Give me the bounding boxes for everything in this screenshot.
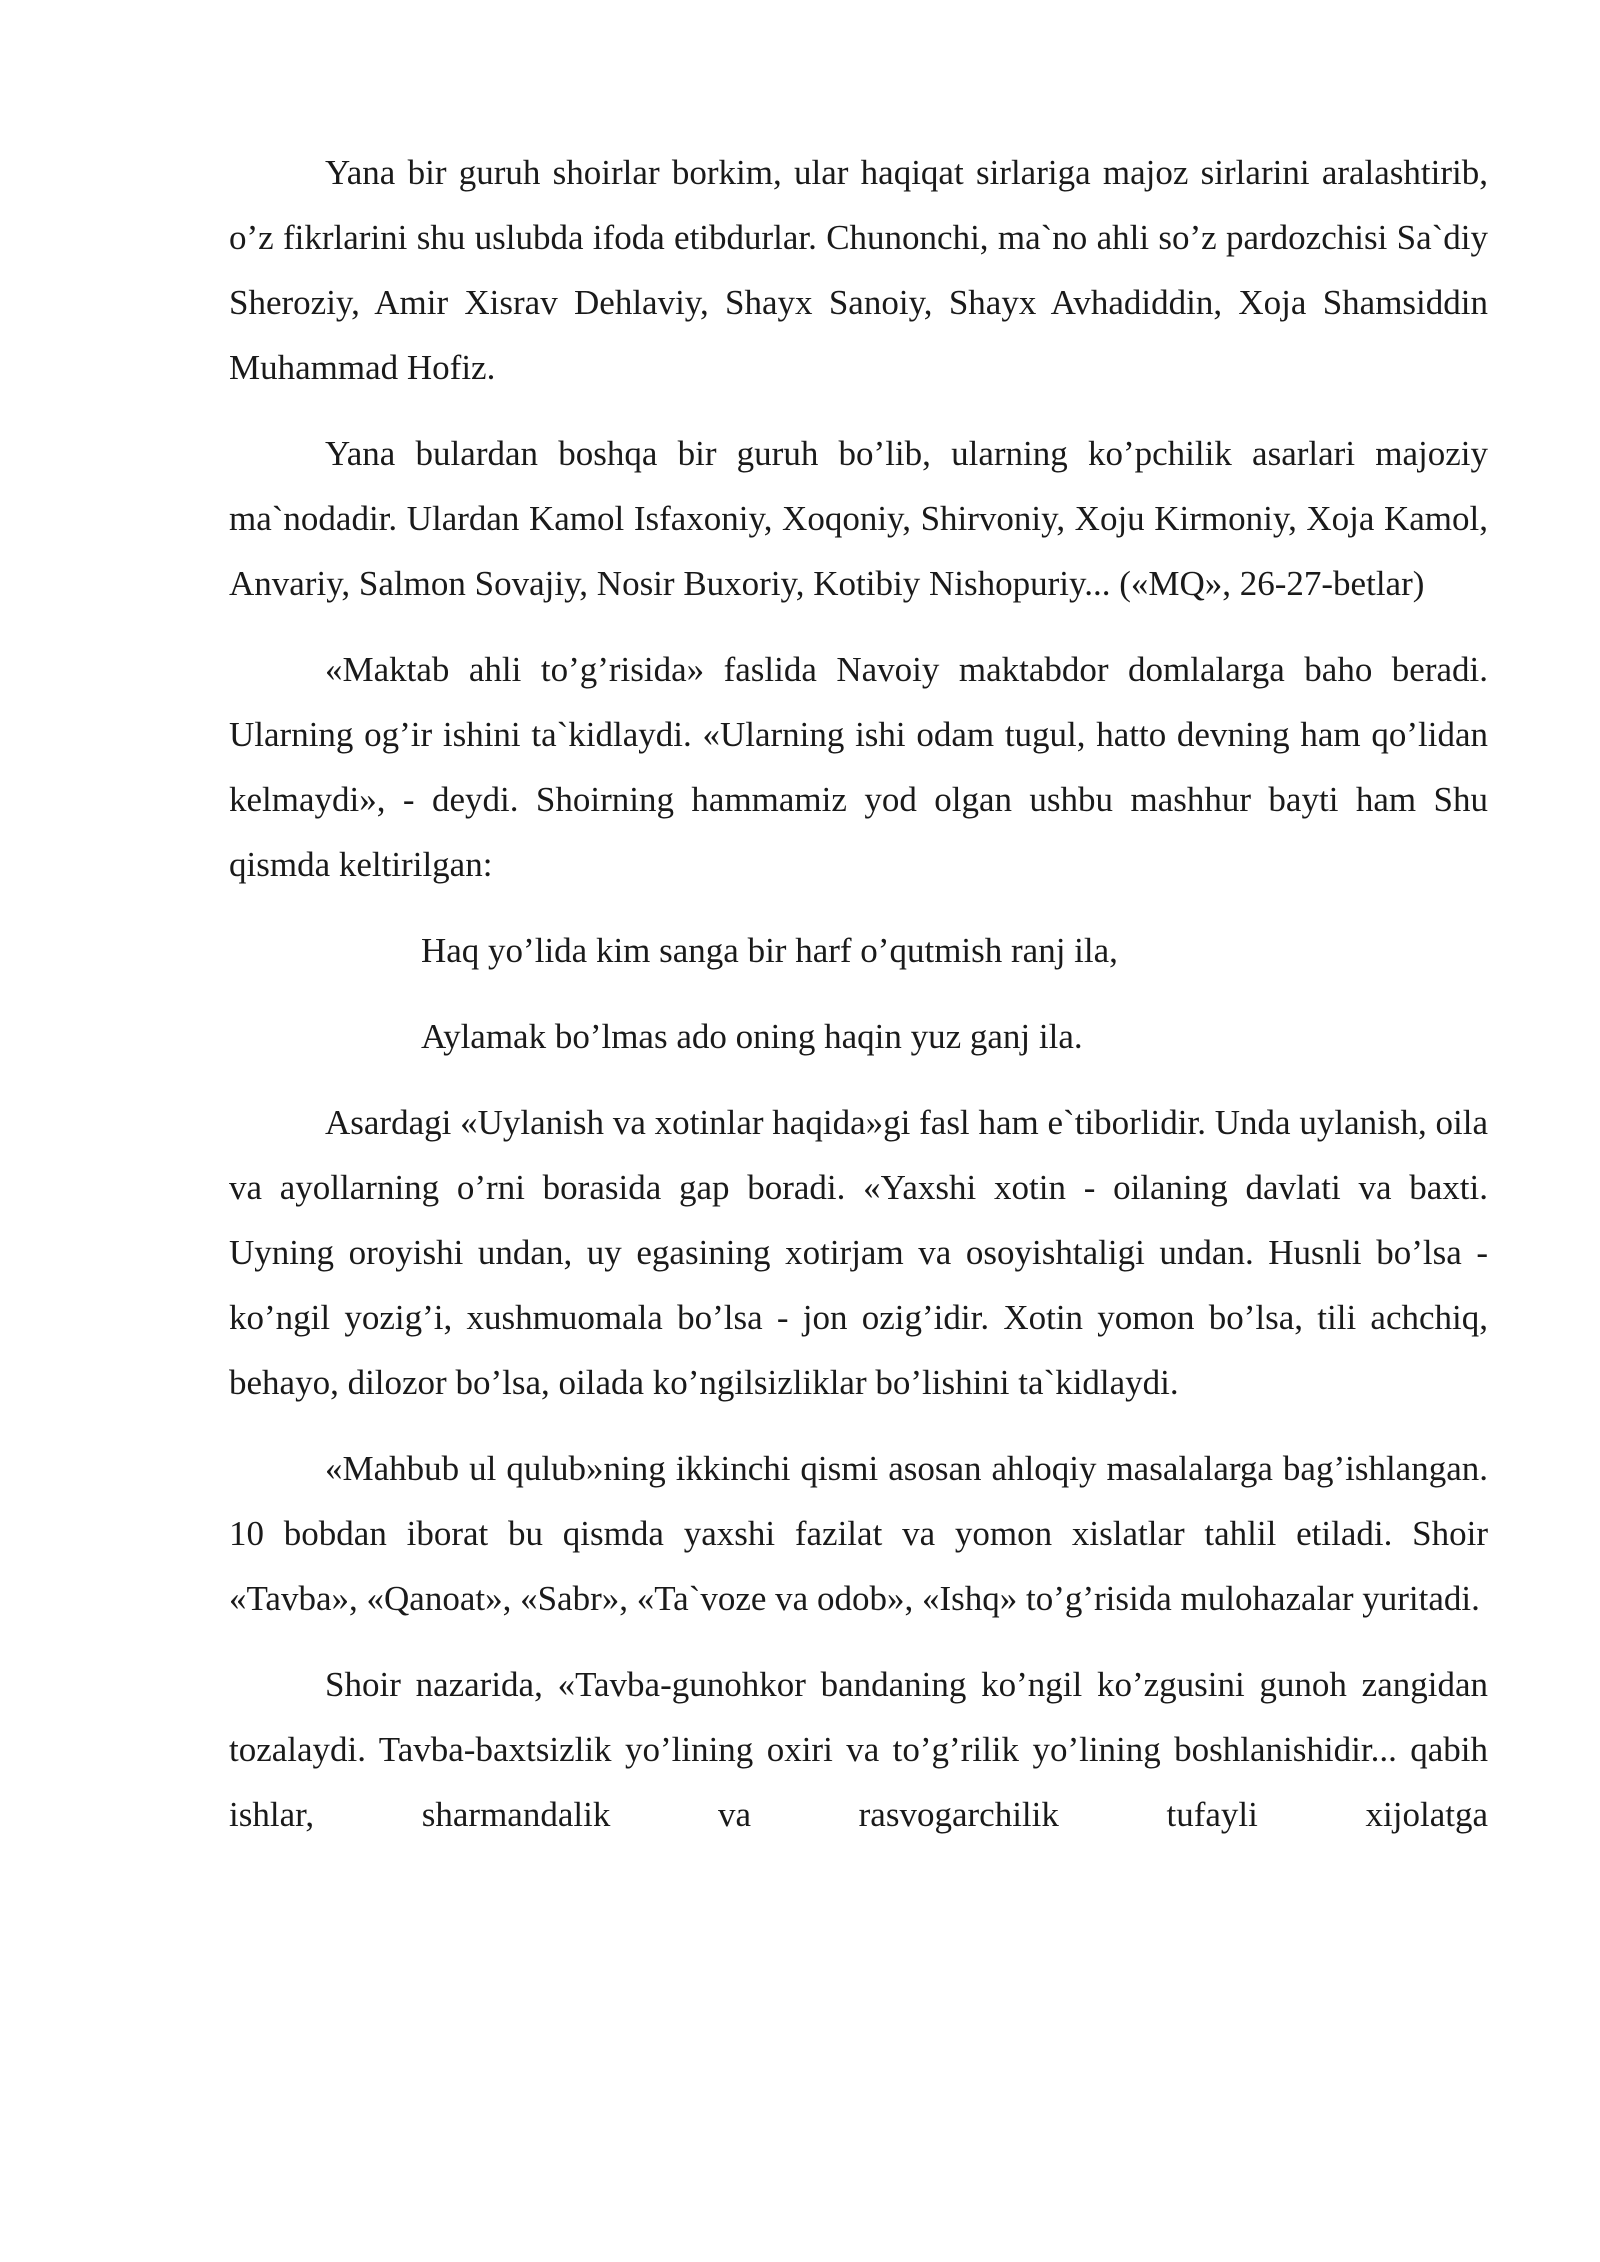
paragraph-mahbub-ul-qulub: «Mahbub ul qulub»ning ikkinchi qismi asosan ahloqiy masalalarga bag’ishlangan. 10 bobdan iborat bu qismda yaxshi fazilat va yomon xislatlar tahlil etiladi. Shoir «Tavba», «Qanoat», «Sabr», «Ta`voze va odob», «Ishq» to’g’risida mulohazalar yuritadi. [229,1449,1488,1618]
verse-line-1: Haq yo’lida kim sanga bir harf o’qutmish ranj ila, [421,931,1118,970]
paragraph-uylanish: Asardagi «Uylanish va xotinlar haqida»gi fasl ham e`tiborlidir. Unda uylanish, oila va ayollarning o’rni borasida gap boradi. «Yaxshi xotin - oilaning davlati va baxti. Uyning oroyishi undan, uy egasining xotirjam va osoyishtaligi undan. Husnli bo’lsa - ko’ngil yozig’i, xushmuomala bo’lsa - jon ozig’idir. Xotin yomon bo’lsa, tili achchiq, behayo, dilozor bo’lsa, oilada ko’ngilsizliklar bo’lishini ta`kidlaydi. [229,1103,1488,1402]
paragraph-poets-majoz: Yana bir guruh shoirlar borkim, ular haqiqat sirlariga majoz sirlarini aralashtirib, o’z fikrlarini shu uslubda ifoda etibdurlar. Chunonchi, ma`no ahli so’z pardozchisi Sa`diy Sheroziy, Amir Xisrav Dehlaviy, Shayx Sanoiy, Shayx Avhadiddin, Xoja Shamsiddin Muhammad Hofiz. [229,153,1488,387]
document-page [229,140,1488,1847]
paragraph-tavba: Shoir nazarida, «Tavba-gunohkor bandaning ko’ngil ko’zgusini gunoh zangidan tozalaydi. Tavba-baxtsizlik yo’lining oxiri va to’g’rilik yo’lining boshlanishidir... qabih ishlar, sharmandalik va rasvogarchilik tufayli xijolatga [229,1665,1488,1834]
paragraph-maktab-ahli: «Maktab ahli to’g’risida» faslida Navoiy maktabdor domlalarga baho beradi. Ularning og’ir ishini ta`kidlaydi. «Ularning ishi odam tugul, hatto devning ham qo’lidan kelmaydi», - deydi. Shoirning hammamiz yod olgan ushbu mashhur bayti ham Shu qismda keltirilgan: [229,650,1488,884]
paragraph-majoziy-poets: Yana bulardan boshqa bir guruh bo’lib, ularning ko’pchilik asarlari majoziy ma`nodadir. Ulardan Kamol Isfaxoniy, Xoqoniy, Shirvoniy, Xoju Kirmoniy, Xoja Kamol, Anvariy, Salmon Sovajiy, Nosir Buxoriy, Kotibiy Nishopuriy... («MQ», 26-27-betlar) [229,434,1488,603]
verse-line-2: Aylamak bo’lmas ado oning haqin yuz ganj ila. [421,1017,1083,1056]
